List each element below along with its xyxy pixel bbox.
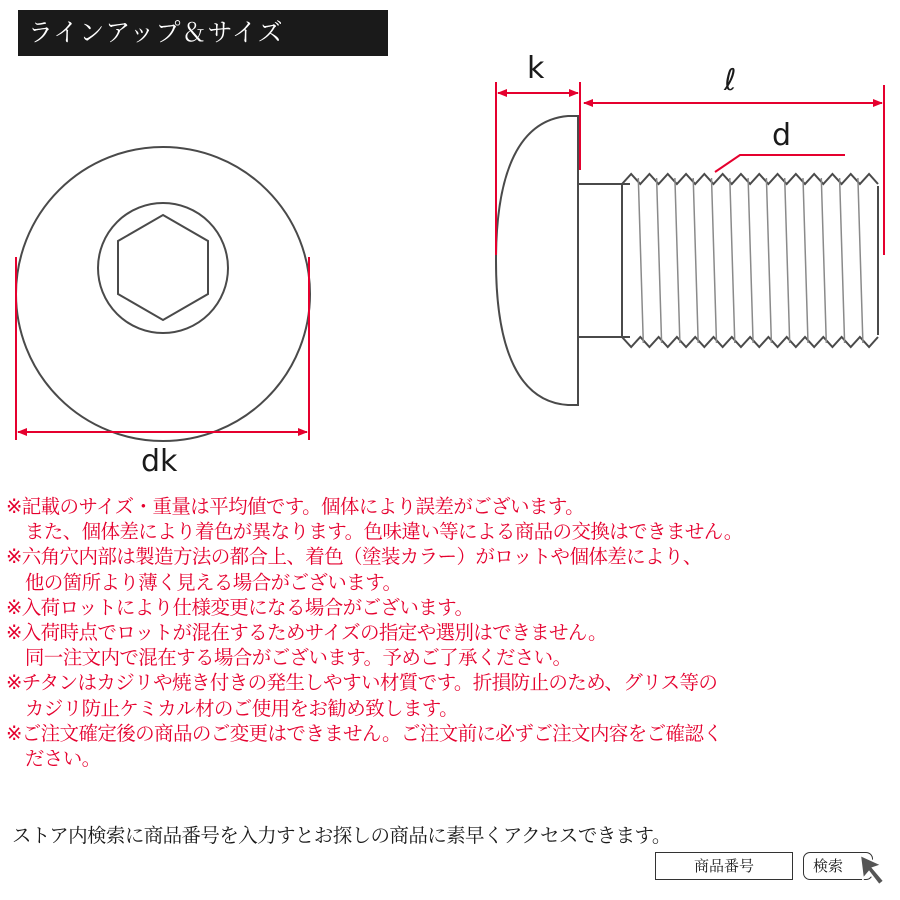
note-line: ださい。 — [6, 746, 101, 770]
hex-socket-icon — [118, 215, 208, 320]
search-button[interactable]: 検索 — [803, 852, 873, 880]
note-line: 他の箇所より薄く見える場合がございます。 — [6, 570, 402, 594]
notes-list — [6, 494, 898, 771]
section-title: ラインアップ＆サイズ — [18, 10, 388, 56]
dk-dimension — [16, 257, 309, 479]
bolt-front-view — [16, 147, 310, 441]
k-dimension — [496, 51, 580, 255]
d-dimension — [715, 118, 845, 172]
note-line: ※入荷ロットにより仕様変更になる場合がございます。 — [6, 595, 474, 619]
note-line: ※入荷時点でロットが混在するためサイズの指定や選別はできません。 — [6, 620, 607, 644]
note-line: ※ご注文確定後の商品のご変更はできません。ご注文前に必ずご注文内容をご確認く — [6, 721, 723, 745]
note-line: ※六角穴内部は製造方法の都合上、着色（塗装カラー）がロットや個体差により、 — [6, 545, 702, 569]
bolt-side-view — [496, 116, 878, 405]
k-label: k — [527, 51, 545, 86]
note-line: また、個体差により着色が異なります。色味違い等による商品の交換はできません。 — [6, 520, 743, 544]
pointer-arrow-icon — [856, 852, 890, 888]
l-label: ℓ — [724, 63, 737, 98]
d-label: d — [772, 118, 792, 153]
store-search-hint: ストア内検索に商品番号を入力すとお探しの商品に素早くアクセスできます。 — [12, 824, 671, 847]
note-line: 同一注文内で混在する場合がございます。予めご了承ください。 — [6, 646, 572, 670]
product-number-field[interactable]: 商品番号 — [655, 852, 793, 880]
note-line: カジリ防止ケミカル材のご使用をお勧め致します。 — [6, 696, 459, 720]
dk-label: dk — [141, 444, 178, 479]
note-line: ※チタンはカジリや焼き付きの発生しやすい材質です。折損防止のため、グリス等の — [6, 671, 718, 695]
note-line: ※記載のサイズ・重量は平均値です。個体により誤差がございます。 — [6, 495, 585, 518]
